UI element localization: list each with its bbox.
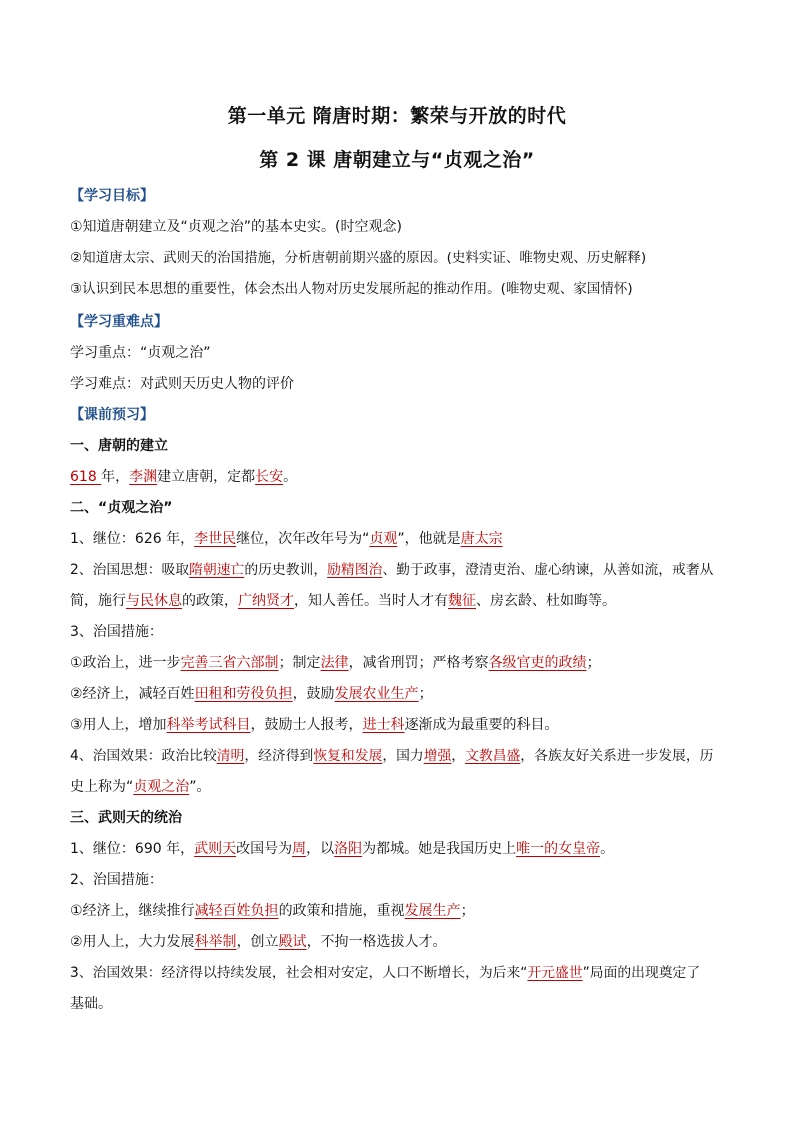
text-span: 的历史教训， xyxy=(244,562,328,578)
key-focus: 学习重点：“贞观之治” xyxy=(70,345,211,361)
text-span: ； xyxy=(418,686,433,702)
text-span: ”，他就是 xyxy=(397,531,461,547)
text-span: ”。 xyxy=(189,779,211,795)
text-span: ①经济上，继续推行 xyxy=(70,903,195,919)
answer-text: 周 xyxy=(292,841,307,857)
text-span: ，不拘一格选拔人才。 xyxy=(306,934,447,950)
answer-text: 魏征 xyxy=(448,593,476,609)
answer-text: 完善三省六部制 xyxy=(180,655,279,671)
answer-text: 广纳贤才 xyxy=(238,593,294,609)
lesson-title: 第 2 课 唐朝建立与“贞观之治” xyxy=(259,149,535,171)
answer-text: 各级官吏的政绩 xyxy=(488,655,587,671)
text-span: 的政策， xyxy=(182,593,238,609)
answer-text: 武则天 xyxy=(194,841,237,857)
answer-text: 励精图治 xyxy=(327,562,383,578)
answer-text: 李世民 xyxy=(194,531,237,547)
answer-text: 殿试 xyxy=(278,934,307,950)
text-span: ，减省刑罚；严格考察 xyxy=(348,655,489,671)
answer-text: 科举考试科目 xyxy=(166,717,251,733)
paragraph-line: 3、治国措施： xyxy=(70,624,163,640)
text-span: 2、治国思想：吸取 xyxy=(70,562,190,578)
objective-item-2: ②知道唐太宗、武则天的治国措施，分析唐朝前期兴盛的原因。(史料实证、唯物史观、历史解释) xyxy=(70,250,647,266)
text-span: ，创立 xyxy=(236,934,279,950)
text-span: ②经济上，减轻百姓 xyxy=(70,686,195,702)
paragraph-line xyxy=(70,746,730,766)
objective-item-1: ①知道唐朝建立及“贞观之治”的基本史实。(时空观念) xyxy=(70,219,402,235)
text-span: 的政策和措施，重视 xyxy=(278,903,405,919)
answer-text: 发展生产 xyxy=(404,903,461,919)
text-span: 1、继位：626 年， xyxy=(70,531,195,547)
paragraph-line: 基础。 xyxy=(70,996,112,1012)
text-span: 。 xyxy=(283,469,298,485)
text-span: ②用人上，大力发展 xyxy=(70,934,195,950)
answer-text: 开元盛世 xyxy=(527,965,583,981)
paragraph-line xyxy=(70,560,730,580)
answer-text: 贞观之治 xyxy=(133,779,190,795)
section-title: 一、唐朝的建立 xyxy=(70,438,168,454)
paragraph-line xyxy=(70,684,730,704)
paragraph-line xyxy=(70,715,730,735)
text-span: ，各族友好关系进一步发展，历 xyxy=(520,748,714,764)
paragraph-line xyxy=(70,529,730,549)
text-span: ，知人善任。当时人才有 xyxy=(294,593,448,609)
answer-text: 长安 xyxy=(255,469,284,485)
paragraph-line xyxy=(70,839,730,859)
text-span: ”局面的出现奠定了 xyxy=(582,965,701,981)
answer-text: 文教昌盛 xyxy=(465,748,521,764)
text-span: 逐渐成为最重要的科目。 xyxy=(404,717,559,733)
answer-text: 唯一的女皇帝 xyxy=(516,841,601,857)
answer-text: 618 xyxy=(70,469,102,485)
text-span: 年， xyxy=(101,469,130,485)
answer-text: 唐太宗 xyxy=(460,531,503,547)
paragraph-line xyxy=(70,653,730,673)
text-span: 继位，次年改年号为“ xyxy=(236,531,370,547)
text-span: 。 xyxy=(600,841,615,857)
paragraph-line: 2、治国措施： xyxy=(70,872,163,888)
answer-text: 清明 xyxy=(216,748,245,764)
paragraph-line xyxy=(70,963,730,983)
text-span: 、勤于政事，澄清吏治、虚心纳谏，从善如流，戒奢从 xyxy=(382,562,714,578)
answer-text: 隋朝速亡 xyxy=(189,562,245,578)
text-span: 1、继位：690 年， xyxy=(70,841,195,857)
answer-text: 贞观 xyxy=(369,531,398,547)
keypoints-heading: 【学习重难点】 xyxy=(70,314,168,330)
unit-title: 第一单元 隋唐时期：繁荣与开放的时代 xyxy=(227,105,567,127)
text-span: ； xyxy=(586,655,601,671)
answer-text: 进士科 xyxy=(362,717,405,733)
text-span: ，经济得到 xyxy=(244,748,314,764)
text-span: ，鼓励士人报考， xyxy=(250,717,363,733)
text-span: 4、治国效果：政治比较 xyxy=(70,748,217,764)
answer-text: 法律 xyxy=(320,655,349,671)
answer-text: 增强 xyxy=(423,748,452,764)
text-span: ，鼓励 xyxy=(292,686,335,702)
text-span: 、房玄龄、杜如晦等。 xyxy=(476,593,616,609)
answer-text: 洛阳 xyxy=(334,841,363,857)
text-span: 为都城。她是我国历史上 xyxy=(362,841,517,857)
section-title: 三、武则天的统治 xyxy=(70,810,182,826)
objective-item-3: ③认识到民本思想的重要性，体会杰出人物对历史发展所起的推动作用。(唯物史观、家国情怀) xyxy=(70,281,633,297)
answer-text: 田租和劳役负担 xyxy=(194,686,293,702)
answer-text: 发展农业生产 xyxy=(334,686,419,702)
answer-text: 减轻百姓负担 xyxy=(194,903,279,919)
paragraph-line xyxy=(70,467,730,487)
section-title: 二、“贞观之治” xyxy=(70,500,173,516)
text-span: 改国号为 xyxy=(236,841,293,857)
objectives-heading: 【学习目标】 xyxy=(70,188,154,204)
text-span: 3、治国效果：经济得以持续发展，社会相对安定，人口不断增长，为后来“ xyxy=(70,965,528,981)
answer-text: 科举制 xyxy=(194,934,237,950)
text-span: ； xyxy=(460,903,475,919)
text-span: ，以 xyxy=(306,841,335,857)
key-difficulty: 学习难点：对武则天历史人物的评价 xyxy=(70,376,294,392)
text-span: 建立唐朝，定都 xyxy=(157,469,256,485)
preview-heading: 【课前预习】 xyxy=(70,407,154,423)
text-span: 史上称为“ xyxy=(70,779,134,795)
text-span: ，国力 xyxy=(382,748,424,764)
text-span: 简，施行 xyxy=(70,593,126,609)
answer-text: 与民休息 xyxy=(126,593,182,609)
answer-text: 恢复和发展 xyxy=(313,748,383,764)
paragraph-line xyxy=(70,932,730,952)
text-span: ③用人上，增加 xyxy=(70,717,167,733)
paragraph-line xyxy=(70,777,730,797)
text-span: ， xyxy=(451,748,466,764)
text-span: ；制定 xyxy=(278,655,321,671)
paragraph-line xyxy=(70,591,730,611)
paragraph-line xyxy=(70,901,730,921)
answer-text: 李渊 xyxy=(129,469,158,485)
text-span: ①政治上，进一步 xyxy=(70,655,181,671)
